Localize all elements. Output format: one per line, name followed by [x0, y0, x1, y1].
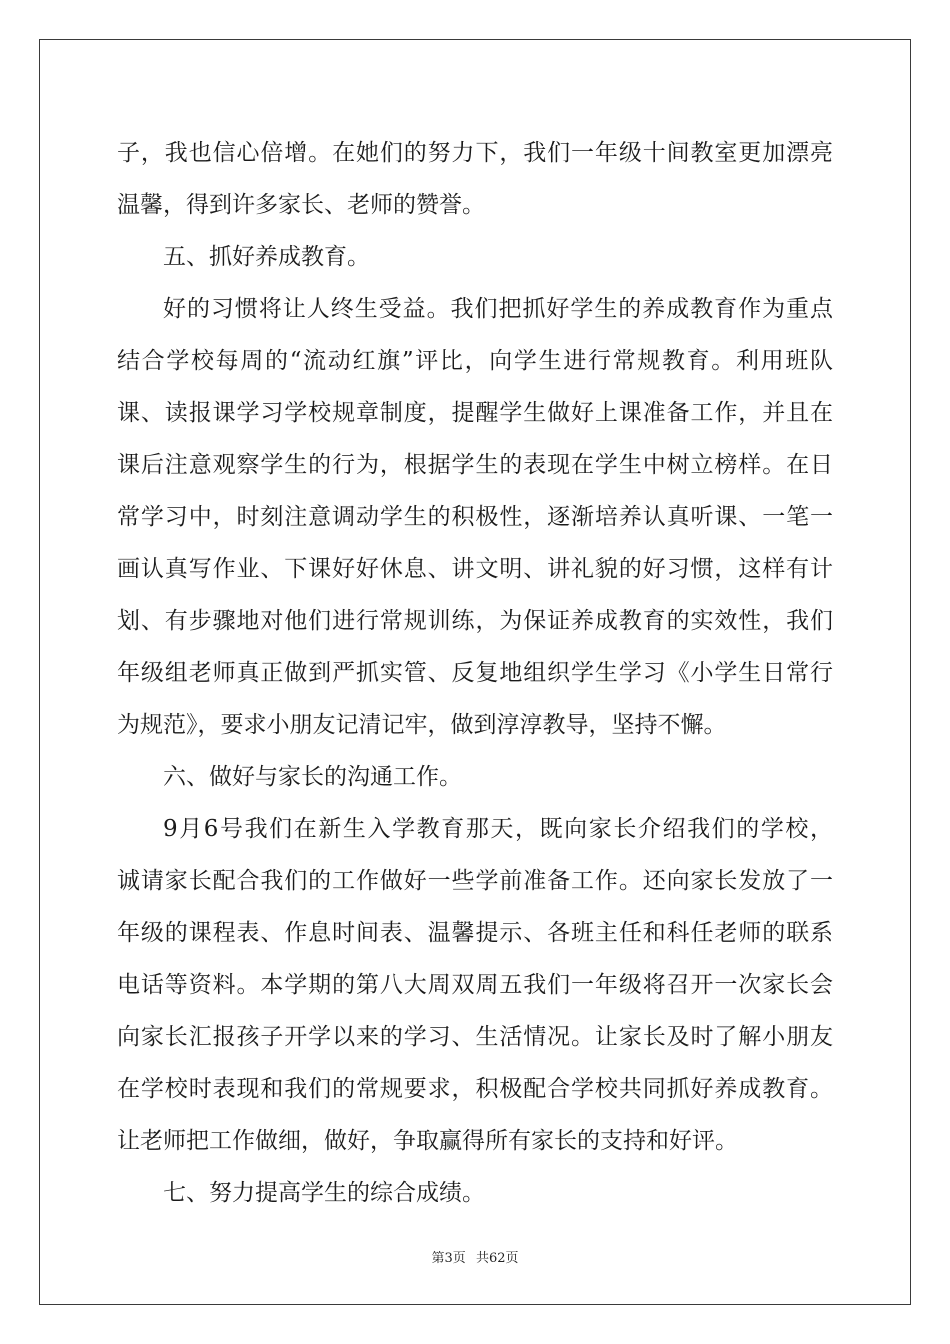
- text-line: 课后注意观察学生的行为，根据学生的表现在学生中树立榜样。在日: [117, 452, 833, 478]
- text-line: 子，我也信心倍增。在她们的努力下，我们一年级十间教室更加漂亮: [117, 140, 833, 166]
- text-line: 在学校时表现和我们的常规要求，积极配合学校共同抓好养成教育。: [117, 1076, 833, 1102]
- page-footer: [0, 1247, 950, 1266]
- text-line: 温馨，得到许多家长、老师的赞誉。: [117, 192, 485, 218]
- text-line: 五、抓好养成教育。: [163, 244, 370, 270]
- text-line: 年级的课程表、作息时间表、温馨提示、各班主任和科任老师的联系: [117, 920, 833, 946]
- text-line: 向家长汇报孩子开学以来的学习、生活情况。让家长及时了解小朋友: [117, 1024, 833, 1050]
- text-line: 划、有步骤地对他们进行常规训练，为保证养成教育的实效性，我们: [117, 608, 833, 634]
- text-line: 课、读报课学习学校规章制度，提醒学生做好上课准备工作，并且在: [117, 400, 833, 426]
- page-number: 第3页: [431, 1251, 466, 1266]
- text-line: 好的习惯将让人终生受益。我们把抓好学生的养成教育作为重点: [163, 296, 833, 322]
- text-line: 年级组老师真正做到严抓实管、反复地组织学生学习《小学生日常行: [117, 660, 833, 686]
- text-line: 诚请家长配合我们的工作做好一些学前准备工作。还向家长发放了一: [117, 868, 833, 894]
- text-line: 七、努力提高学生的综合成绩。: [163, 1180, 485, 1206]
- text-line: 为规范》，要求小朋友记清记牢，做到淳淳教导，坚持不懈。: [117, 712, 727, 738]
- text-line: 常学习中，时刻注意调动学生的积极性，逐渐培养认真听课、一笔一: [117, 504, 833, 530]
- text-line: 9月6号我们在新生入学教育那天，既向家长介绍我们的学校，: [163, 816, 833, 842]
- text-line: 画认真写作业、下课好好休息、讲文明、讲礼貌的好习惯，这样有计: [117, 556, 833, 582]
- text-line: 电话等资料。本学期的第八大周双周五我们一年级将召开一次家长会: [117, 972, 833, 998]
- text-line: 结合学校每周的“流动红旗”评比，向学生进行常规教育。利用班队: [117, 348, 833, 374]
- page-total: 共62页: [475, 1251, 519, 1266]
- text-line: 六、做好与家长的沟通工作。: [163, 764, 462, 790]
- text-line: 让老师把工作做细，做好，争取赢得所有家长的支持和好评。: [117, 1128, 738, 1154]
- document-body: [117, 127, 833, 1219]
